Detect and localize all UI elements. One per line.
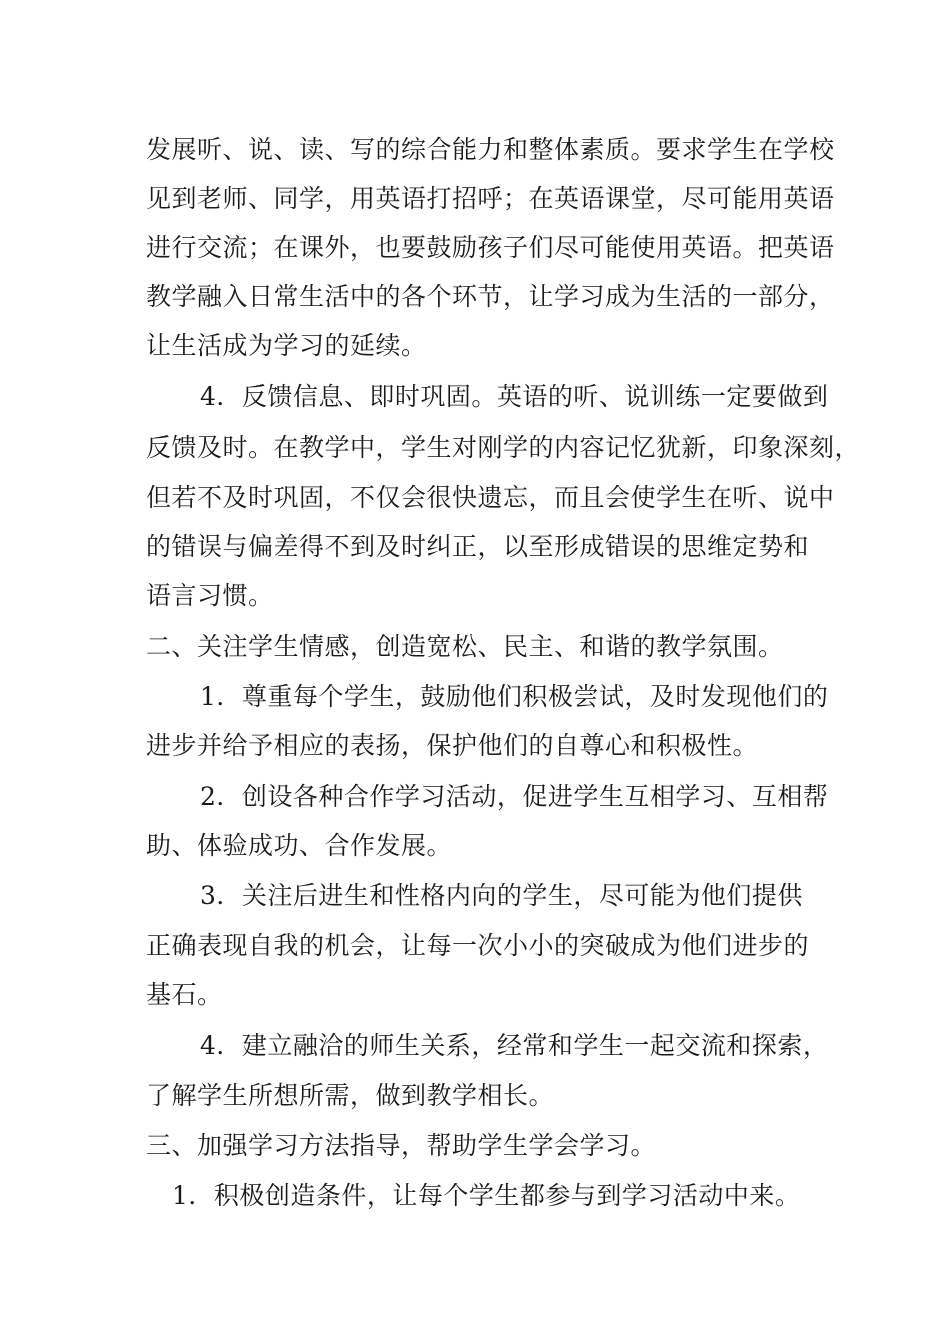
paragraph-line: 反馈及时。在教学中，学生对刚学的内容记忆犹新，印象深刻， — [146, 433, 861, 462]
paragraph-line: 教学融入日常生活中的各个环节，让学习成为生活的一部分， — [146, 282, 835, 311]
list-item-heading: 4．反馈信息、即时巩固。英语的听、说训练一定要做到 — [200, 382, 829, 411]
list-item-heading: 1．积极创造条件，让每个学生都参与到学习活动中来。 — [172, 1181, 801, 1210]
paragraph-line: 见到老师、同学，用英语打招呼；在英语课堂，尽可能用英语 — [146, 184, 835, 213]
list-item-heading: 2．创设各种合作学习活动，促进学生互相学习、互相帮 — [200, 782, 829, 811]
paragraph-line: 但若不及时巩固，不仅会很快遗忘，而且会使学生在听、说中 — [146, 483, 835, 512]
paragraph-line: 基石。 — [146, 980, 223, 1009]
section-heading: 二、关注学生情感，创造宽松、民主、和谐的教学氛围。 — [146, 632, 784, 661]
paragraph-line: 进行交流；在课外，也要鼓励孩子们尽可能使用英语。把英语 — [146, 233, 835, 262]
paragraph-line: 语言习惯。 — [146, 581, 274, 610]
list-item-heading: 3．关注后进生和性格内向的学生，尽可能为他们提供 — [200, 881, 803, 910]
paragraph-line: 了解学生所想所需，做到教学相长。 — [146, 1081, 555, 1110]
list-item-heading: 1．尊重每个学生，鼓励他们积极尝试，及时发现他们的 — [200, 682, 829, 711]
paragraph-line: 让生活成为学习的延续。 — [146, 331, 427, 360]
paragraph-line: 进步并给予相应的表扬，保护他们的自尊心和积极性。 — [146, 731, 759, 760]
section-heading: 三、加强学习方法指导，帮助学生学会学习。 — [146, 1131, 657, 1160]
paragraph-line: 发展听、说、读、写的综合能力和整体素质。要求学生在学校 — [146, 135, 835, 164]
paragraph-line: 助、体验成功、合作发展。 — [146, 831, 453, 860]
paragraph-line: 的错误与偏差得不到及时纠正，以至形成错误的思维定势和 — [146, 532, 810, 561]
paragraph-line: 正确表现自我的机会，让每一次小小的突破成为他们进步的 — [146, 931, 810, 960]
list-item-heading: 4．建立融洽的师生关系，经常和学生一起交流和探索， — [200, 1031, 829, 1060]
